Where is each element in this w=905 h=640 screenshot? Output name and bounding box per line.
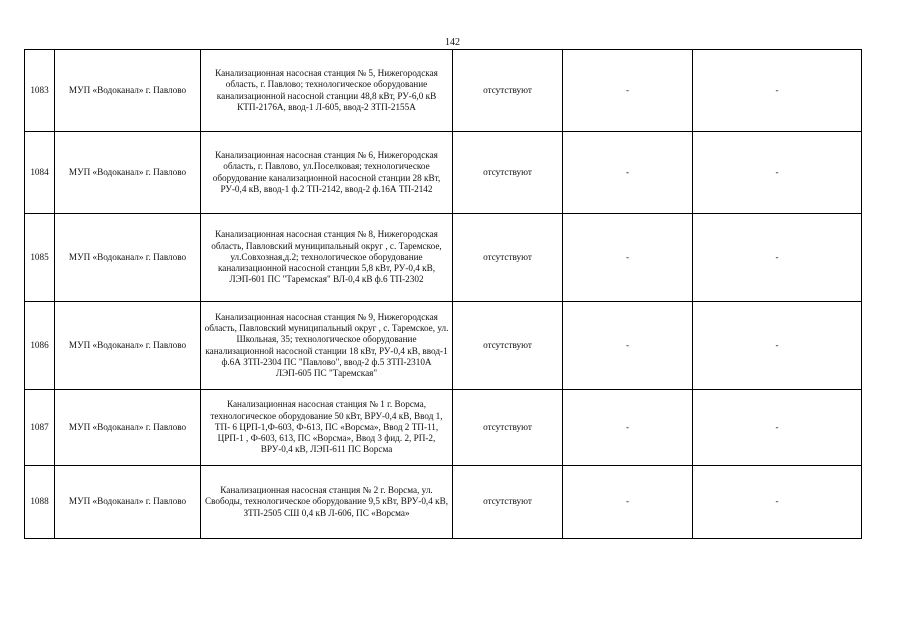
column-5-cell: -	[563, 302, 693, 390]
column-5-cell: -	[563, 132, 693, 214]
column-5-cell: -	[563, 50, 693, 132]
table-row	[25, 132, 862, 214]
status-cell: отсутствуют	[453, 50, 563, 132]
column-6-cell: -	[693, 466, 862, 539]
column-6-cell: -	[693, 390, 862, 466]
row-number-cell: 1088	[25, 466, 55, 539]
status-cell: отсутствуют	[453, 132, 563, 214]
status-cell: отсутствуют	[453, 302, 563, 390]
description-cell: Канализационная насосная станция № 2 г. Ворсма, ул. Свободы, технологическое оборудование 9,5 кВт, ВРУ-0,4 кВ, ЗТП-2505 СШ 0,4 кВ Л-606, ПС «Ворсма»	[201, 466, 453, 539]
column-5-cell: -	[563, 214, 693, 302]
row-number-cell: 1085	[25, 214, 55, 302]
table-row	[25, 214, 862, 302]
column-5-cell: -	[563, 466, 693, 539]
organization-cell: МУП «Водоканал» г. Павлово	[55, 132, 201, 214]
column-6-cell: -	[693, 50, 862, 132]
description-cell: Канализационная насосная станция № 5, Нижегородская область, г. Павлово; технологическое оборудование канализационной насосной станции 48,8 кВт, РУ-6,0 кВ КТП-2176А, ввод-1 Л-605, ввод-2 ЗТП-2155А	[201, 50, 453, 132]
table-row	[25, 50, 862, 132]
column-6-cell: -	[693, 302, 862, 390]
organization-cell: МУП «Водоканал» г. Павлово	[55, 390, 201, 466]
description-cell: Канализационная насосная станция № 8, Нижегородская область, Павловский муниципальный округ , с. Таремское, ул.Совхозная,д.2; технологическое оборудование канализационной насосной станции 5,8 кВт, РУ-0,4 кВ, ЛЭП-601 ПС "Таремская" ВЛ-0,4 кВ ф.6 ТП-2302	[201, 214, 453, 302]
row-number-cell: 1086	[25, 302, 55, 390]
column-6-cell: -	[693, 132, 862, 214]
table-row	[25, 390, 862, 466]
description-cell: Канализационная насосная станция № 6, Нижегородская область, г. Павлово, ул.Поселковая; технологическое оборудование канализационной насосной станции 28 кВт, РУ-0,4 кВ, ввод-1 ф.2 ТП-2142, ввод-2 ф.16А ТП-2142	[201, 132, 453, 214]
organization-cell: МУП «Водоканал» г. Павлово	[55, 50, 201, 132]
registry-table	[24, 49, 862, 539]
column-6-cell: -	[693, 214, 862, 302]
row-number-cell: 1083	[25, 50, 55, 132]
organization-cell: МУП «Водоканал» г. Павлово	[55, 466, 201, 539]
status-cell: отсутствуют	[453, 390, 563, 466]
description-cell: Канализационная насосная станция № 1 г. Ворсма, технологическое оборудование 50 кВт, ВРУ-0,4 кВ, Ввод 1, ТП- 6 ЦРП-1,Ф-603, Ф-613, ПС «Ворсма», Ввод 2 ТП-11, ЦРП-1 , Ф-603, 613, ПС «Ворсма», Ввод 3 фид. 2, РП-2, ВРУ-0,4 кВ, ЛЭП-611 ПС Ворсма	[201, 390, 453, 466]
status-cell: отсутствуют	[453, 214, 563, 302]
row-number-cell: 1084	[25, 132, 55, 214]
description-cell: Канализационная насосная станция № 9, Нижегородская область, Павловский муниципальный округ , с. Таремское, ул. Школьная, 35; технологическое оборудование канализационной насосной станции 18 кВт, РУ-0,4 кВ, ввод-1 ф.6А ЗТП-2304 ПС "Павлово", ввод-2 ф.5 ЗТП-2310А ЛЭП-605 ПС "Таремская"	[201, 302, 453, 390]
row-number-cell: 1087	[25, 390, 55, 466]
organization-cell: МУП «Водоканал» г. Павлово	[55, 302, 201, 390]
page-number: 142	[445, 37, 460, 48]
column-5-cell: -	[563, 390, 693, 466]
status-cell: отсутствуют	[453, 466, 563, 539]
organization-cell: МУП «Водоканал» г. Павлово	[55, 214, 201, 302]
table-row	[25, 302, 862, 390]
table-row	[25, 466, 862, 539]
